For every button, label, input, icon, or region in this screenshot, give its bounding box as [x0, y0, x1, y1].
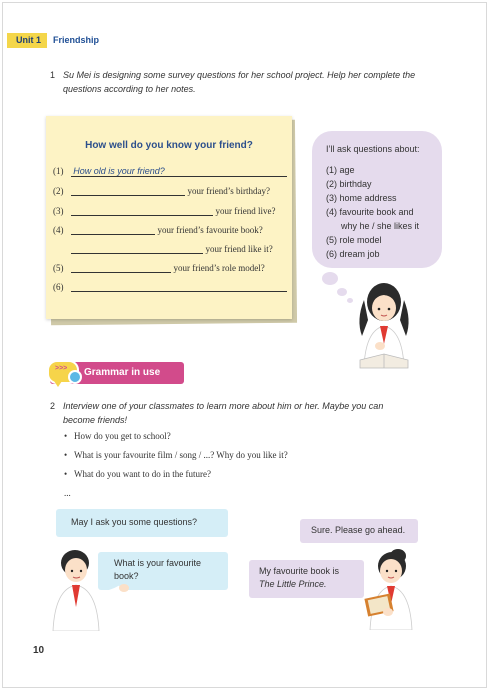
exercise-2-instruction-line1: Interview one of your classmates to learn more about him or her. Maybe you can: [63, 401, 384, 411]
speech-bubble-girl-1: Sure. Please go ahead.: [300, 519, 418, 543]
question-5: (5) your friend’s role model?: [53, 263, 265, 273]
question-3-blank[interactable]: [71, 205, 213, 216]
thought-dot-large: [322, 272, 338, 285]
thought-item: (2) birthday: [326, 179, 372, 189]
question-5-blank[interactable]: [71, 262, 171, 273]
thought-item: why he / she likes it: [326, 221, 420, 231]
question-4b: your friend like it?: [53, 243, 273, 254]
exercise-1-number: 1: [50, 70, 56, 80]
question-6: (6): [53, 281, 287, 292]
speech-bubble-girl-2: My favourite book is The Little Prince.: [249, 560, 364, 598]
boy-illustration: [47, 545, 133, 631]
question-1-answer[interactable]: How old is your friend?: [71, 166, 287, 177]
exercise-2-number: 2: [50, 401, 56, 411]
thought-dot-medium: [337, 288, 347, 296]
interview-questions: [64, 431, 288, 502]
thought-bubble: [312, 131, 442, 268]
girl-with-book-illustration: [360, 542, 426, 630]
question-2: (2) your friend’s birthday?: [53, 186, 270, 196]
girl-reading-illustration: [350, 280, 420, 372]
thought-item: (1) age: [326, 165, 355, 175]
ellipsis: ...: [64, 488, 71, 498]
interview-question: • How do you get to school?: [64, 431, 171, 441]
thought-title: I’ll ask questions about:: [326, 144, 420, 154]
unit-tag: Unit 1: [7, 33, 47, 48]
exercise-1-instruction-line2: questions according to her notes.: [63, 84, 196, 94]
question-4b-blank[interactable]: [71, 243, 203, 254]
interview-question: • What is your favourite film / song / ...? Why do you like it?: [64, 450, 288, 460]
note-title: How well do you know your friend?: [85, 140, 253, 151]
question-4-blank[interactable]: [71, 224, 155, 235]
question-3: (3) your friend live?: [53, 206, 276, 216]
exercise-2-instruction-line2: become friends!: [63, 415, 128, 425]
thought-list: [326, 163, 419, 261]
page-number: 10: [33, 645, 45, 656]
thought-item: (4) favourite book and: [326, 207, 414, 217]
grammar-in-use-label: Grammar in use: [84, 367, 161, 378]
speech-bubble-boy-1: May I ask you some questions?: [56, 509, 228, 537]
speech-bubble-boy-2: What is your favourite book?: [98, 552, 228, 590]
question-6-blank[interactable]: [71, 281, 287, 292]
thought-item: (6) dream job: [326, 249, 380, 259]
survey-note: [46, 116, 292, 319]
chat-dot-icon: [68, 370, 82, 384]
question-2-blank[interactable]: [71, 185, 185, 196]
question-1: (1) How old is your friend?: [53, 166, 287, 177]
interview-question: • What do you want to do in the future?: [64, 469, 211, 479]
thought-item: (3) home address: [326, 193, 397, 203]
question-4: (4) your friend’s favourite book?: [53, 225, 263, 235]
thought-item: (5) role model: [326, 235, 382, 245]
grammar-in-use-tag: [50, 362, 184, 384]
speech-bubble-icon: >>>: [47, 360, 79, 384]
exercise-1-instruction-line1: Su Mei is designing some survey questions for her school project. Help her complete the: [63, 70, 416, 80]
unit-title: Friendship: [53, 35, 100, 45]
